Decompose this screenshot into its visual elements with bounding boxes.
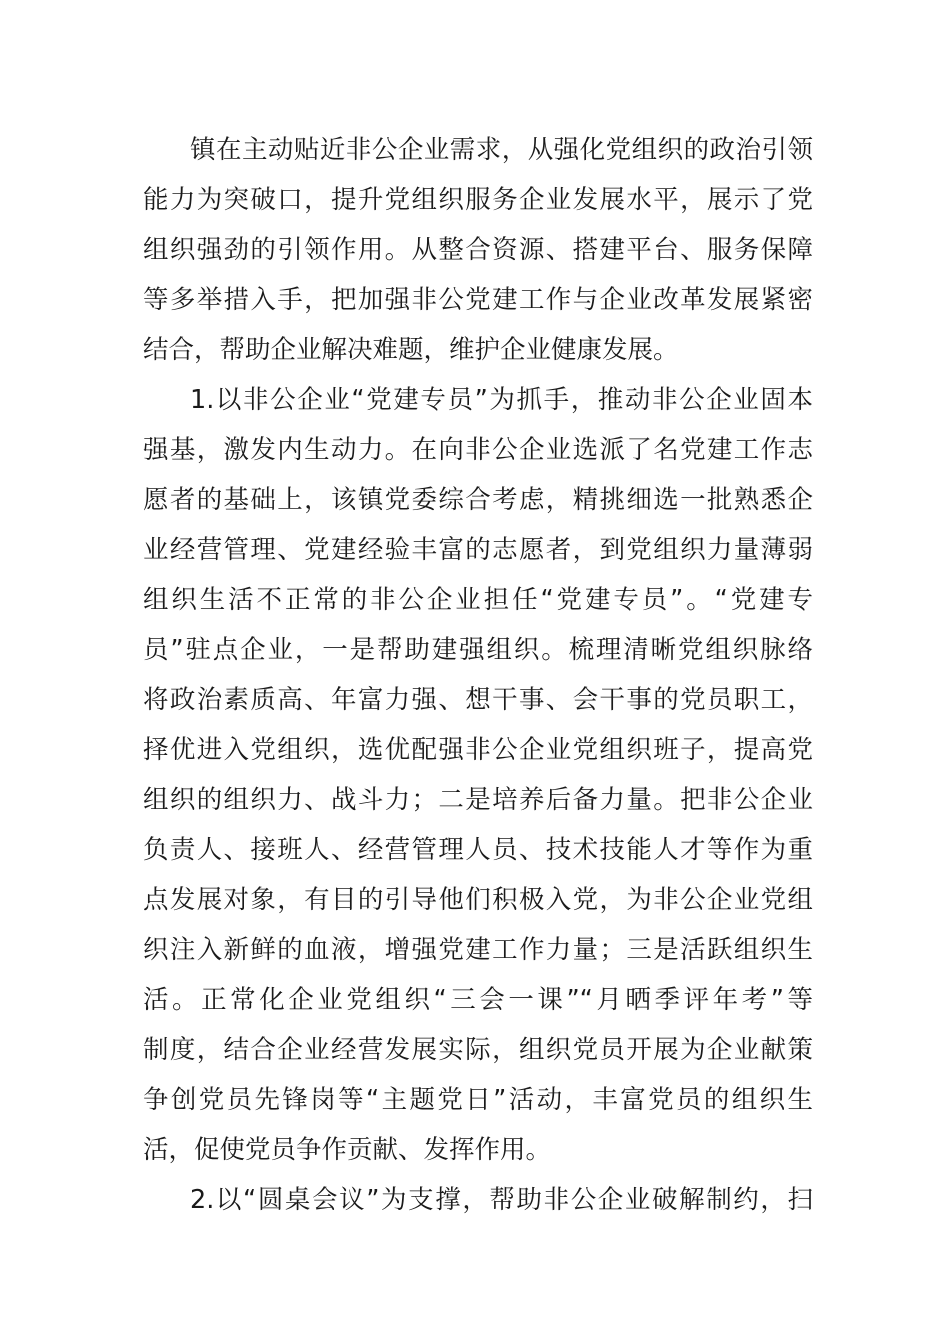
text-line: 结合，帮助企业解决难题，维护企业健康发展。 [143, 335, 679, 365]
text-line: 镇在主动贴近非公企业需求，从强化党组织的政治引领 [190, 135, 813, 165]
text-line: 员”驻点企业，一是帮助建强组织。梳理清晰党组织脉络 [143, 635, 813, 665]
text-line: 强基，激发内生动力。在向非公企业选派了名党建工作志 [143, 435, 813, 465]
text-line: 活。正常化企业党组织“三会一课”“月晒季评年考”等 [143, 985, 813, 1015]
text-line: 组织强劲的引领作用。从整合资源、搭建平台、服务保障 [143, 235, 813, 265]
text-line: 点发展对象，有目的引导他们积极入党，为非公企业党组 [143, 885, 813, 915]
text-line: 能力为突破口，提升党组织服务企业发展水平，展示了党 [143, 185, 813, 215]
text-line: 等多举措入手，把加强非公党建工作与企业改革发展紧密 [143, 285, 813, 315]
text-line: 织注入新鲜的血液，增强党建工作力量；三是活跃组织生 [143, 935, 813, 965]
text-line: 负责人、接班人、经营管理人员、技术技能人才等作为重 [143, 835, 813, 865]
text-line: 将政治素质高、年富力强、想干事、会干事的党员职工， [143, 685, 813, 715]
text-line: 1.以非公企业“党建专员”为抓手，推动非公企业固本 [190, 385, 813, 415]
text-line: 愿者的基础上，该镇党委综合考虑，精挑细选一批熟悉企 [143, 485, 813, 515]
text-line: 2.以“圆桌会议”为支撑，帮助非公企业破解制约，扫 [190, 1185, 813, 1215]
text-line: 制度，结合企业经营发展实际，组织党员开展为企业献策 [143, 1035, 813, 1065]
text-line: 活，促使党员争作贡献、发挥作用。 [143, 1135, 552, 1165]
text-line: 争创党员先锋岗等“主题党日”活动，丰富党员的组织生 [143, 1085, 813, 1115]
text-line: 业经营管理、党建经验丰富的志愿者，到党组织力量薄弱 [143, 535, 813, 565]
text-line: 组织的组织力、战斗力；二是培养后备力量。把非公企业 [143, 785, 813, 815]
text-line: 组织生活不正常的非公企业担任“党建专员”。“党建专 [143, 585, 813, 615]
text-line: 择优进入党组织，选优配强非公企业党组织班子，提高党 [143, 735, 813, 765]
